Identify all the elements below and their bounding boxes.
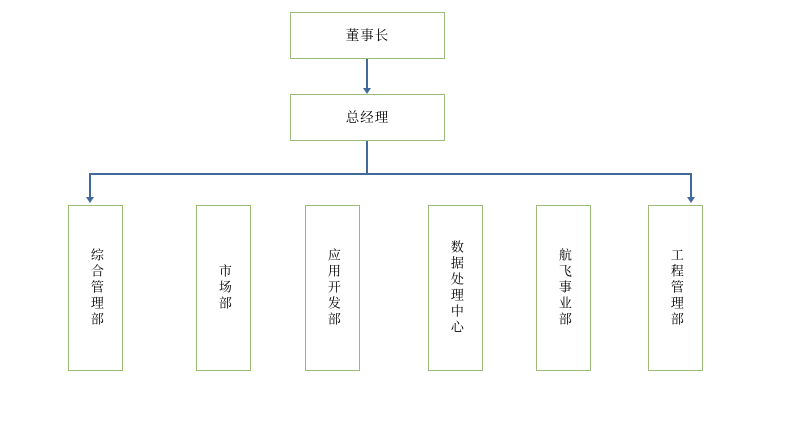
node-general-manager	[290, 94, 445, 141]
node-dept-2-label: 市场部	[216, 264, 232, 312]
node-dept-6-label: 工程管理部	[668, 248, 684, 328]
connector-drop-dept-6	[690, 173, 692, 197]
node-dept-5	[536, 205, 591, 371]
arrow-drop-dept-6	[687, 197, 695, 203]
node-dept-3-label: 应用开发部	[325, 248, 341, 328]
node-dept-1-label: 综合管理部	[88, 248, 104, 328]
connector-drop-dept-1	[89, 173, 91, 197]
node-dept-3	[305, 205, 360, 371]
node-chairman	[290, 12, 445, 59]
arrow-drop-dept-1	[86, 197, 94, 203]
node-chairman-label: 董事长	[345, 27, 390, 43]
node-dept-4-label: 数据处理中心	[448, 240, 464, 336]
connector-gm-trunk	[366, 141, 368, 174]
node-dept-1	[68, 205, 123, 371]
node-dept-6	[648, 205, 703, 371]
node-dept-2	[196, 205, 251, 371]
node-dept-5-label: 航飞事业部	[556, 248, 572, 328]
node-dept-4	[428, 205, 483, 371]
node-general-manager-label: 总经理	[345, 109, 390, 125]
connector-chairman-to-gm	[366, 59, 368, 88]
connector-horizontal-bus	[89, 173, 691, 175]
